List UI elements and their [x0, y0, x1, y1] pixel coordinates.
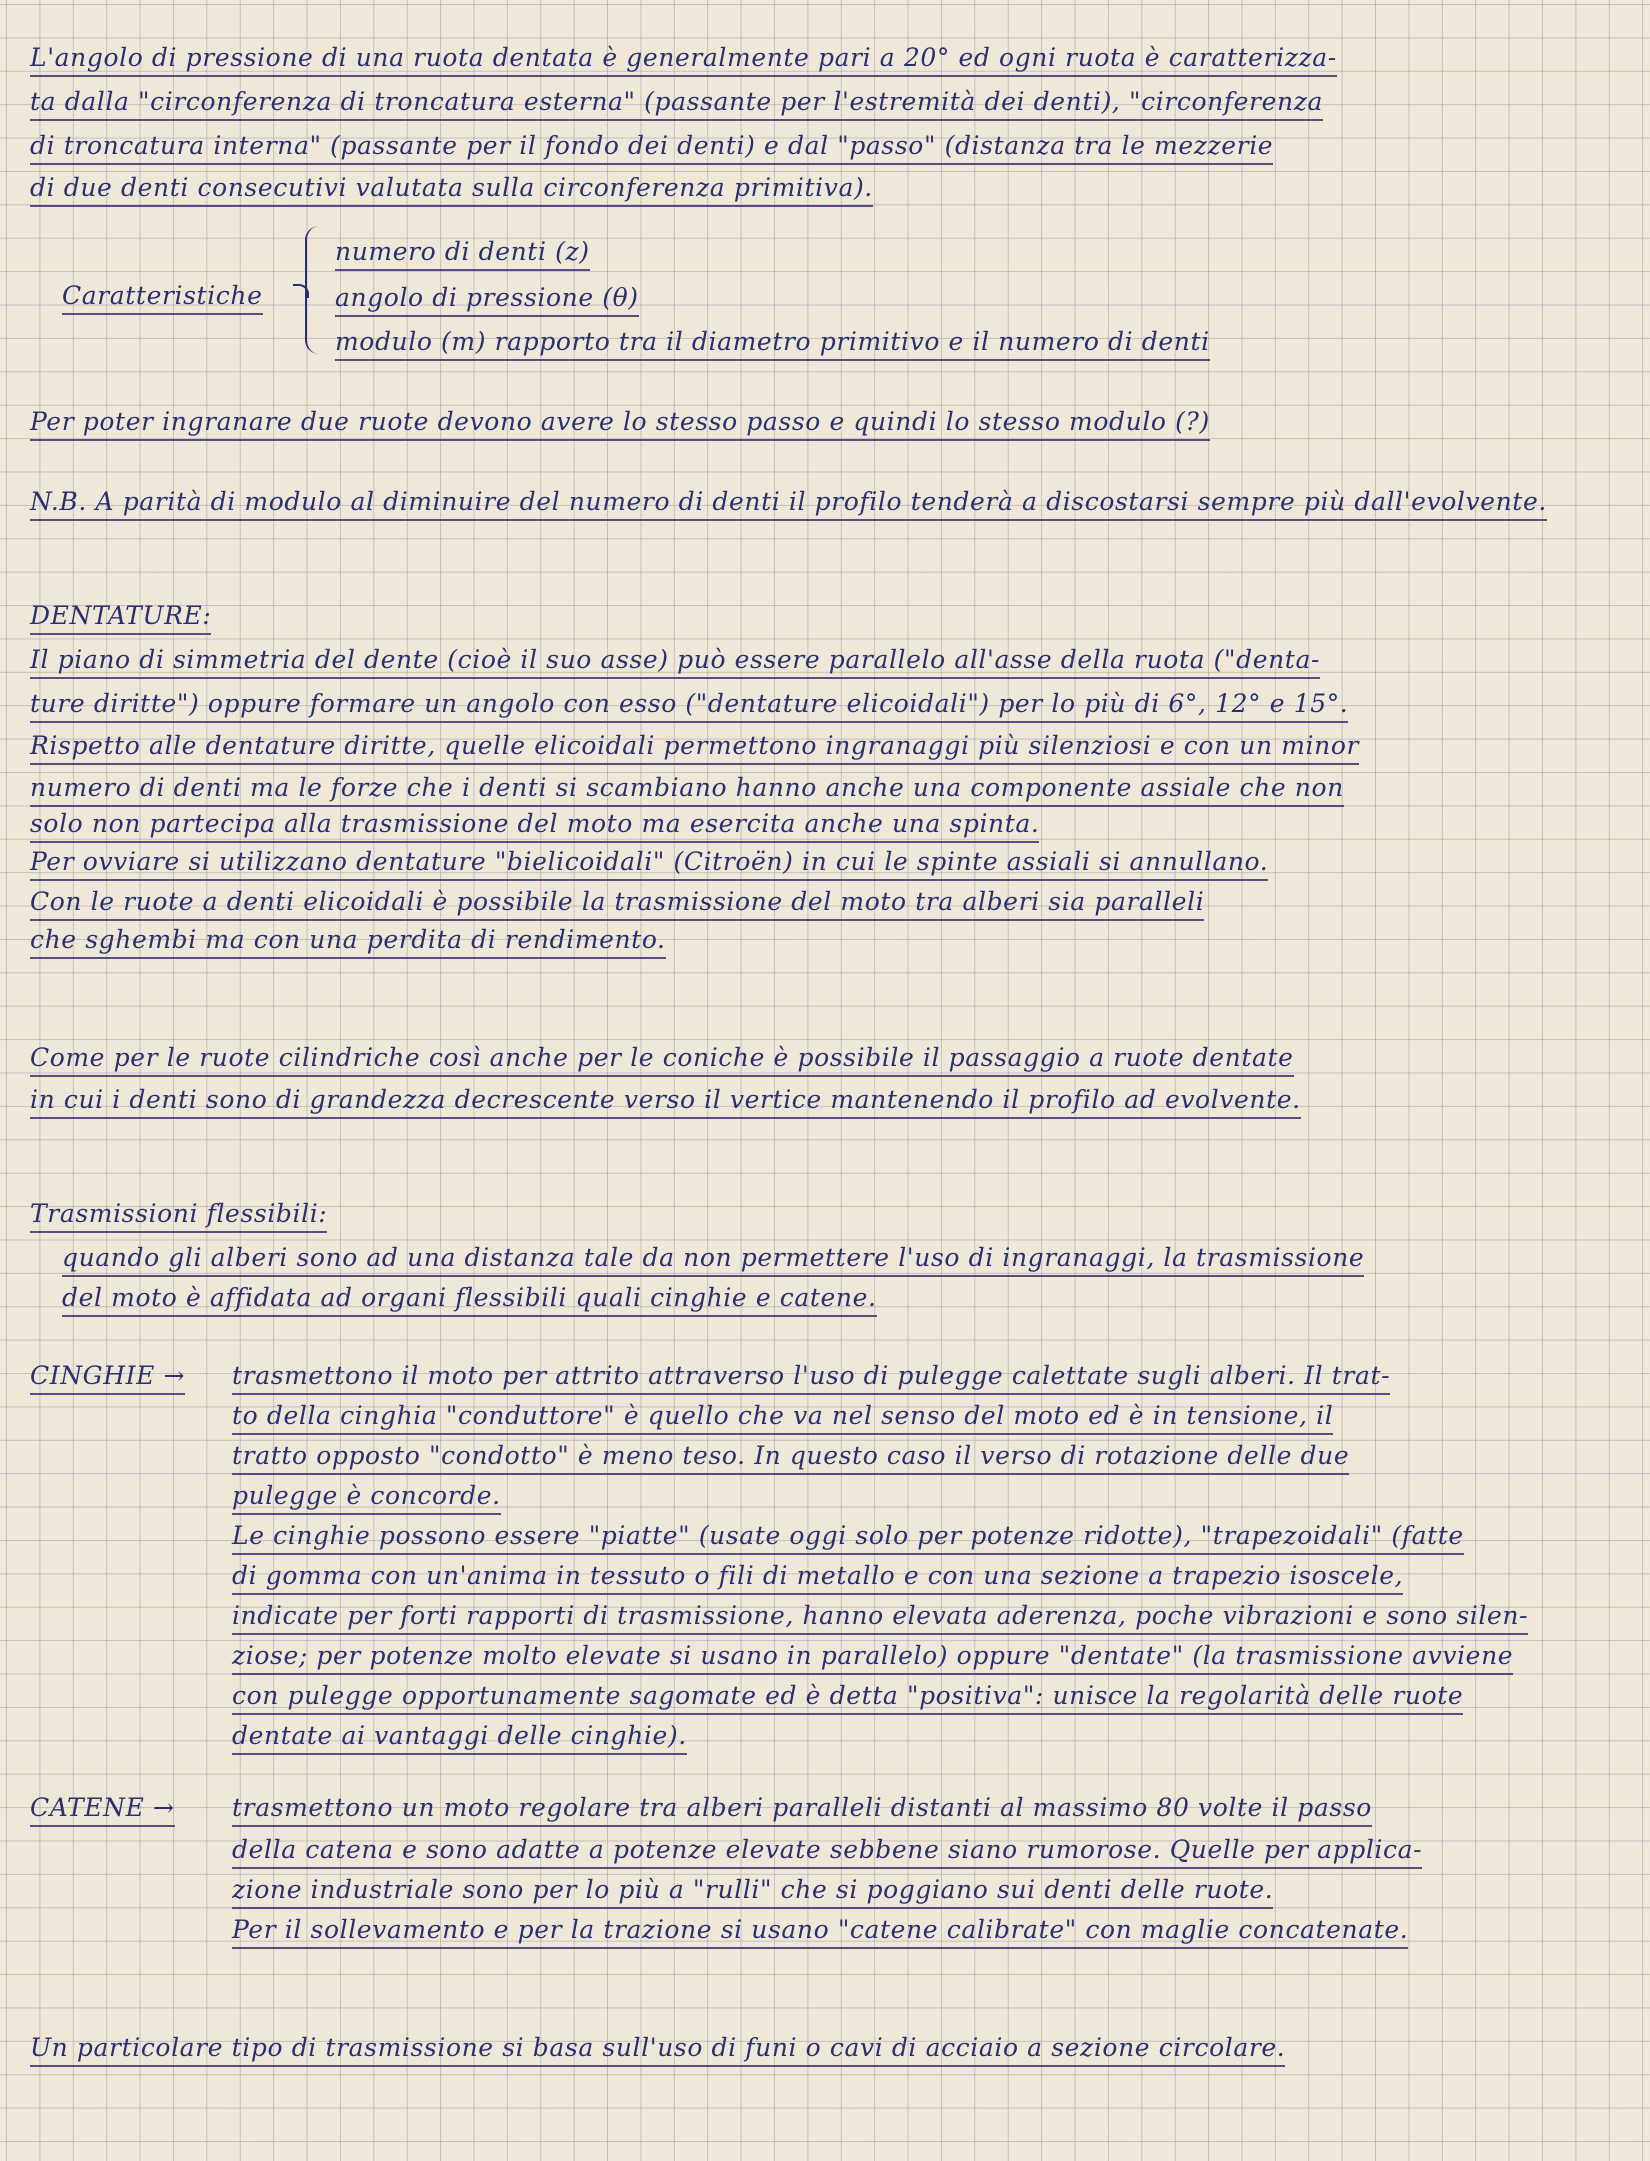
characteristics-label: Caratteristiche — [62, 280, 263, 315]
note-line: della catena e sono adatte a potenze elevate sebbene siano rumorose. Quelle per applica- — [232, 1834, 1422, 1869]
note-line: Per poter ingranare due ruote devono avere lo stesso passo e quindi lo stesso modulo (?) — [30, 406, 1210, 441]
characteristic-item: modulo (m) rapporto tra il diametro primitivo e il numero di denti — [335, 326, 1210, 361]
note-line: di due denti consecutivi valutata sulla circonferenza primitiva). — [30, 172, 873, 207]
note-line: Rispetto alle dentature diritte, quelle elicoidali permettono ingranaggi più silenziosi e con un minor — [30, 730, 1359, 765]
note-line: Con le ruote a denti elicoidali è possibile la trasmissione del moto tra alberi sia paralleli — [30, 886, 1204, 921]
cinghie-label: CINGHIE → — [30, 1360, 185, 1395]
note-line: to della cinghia "conduttore" è quello che va nel senso del moto ed è in tensione, il — [232, 1400, 1333, 1435]
note-line: Un particolare tipo di trasmissione si basa sull'uso di funi o cavi di acciaio a sezione circolare. — [30, 2032, 1285, 2067]
characteristic-item: angolo di pressione (θ) — [335, 282, 639, 317]
note-line: indicate per forti rapporti di trasmissione, hanno elevata aderenza, poche vibrazioni e sono silen- — [232, 1600, 1528, 1635]
note-line: numero di denti ma le forze che i denti si scambiano hanno anche una componente assiale che non — [30, 772, 1344, 807]
note-line: quando gli alberi sono ad una distanza tale da non permettere l'uso di ingranaggi, la trasmissione — [62, 1242, 1364, 1277]
note-line: Per ovviare si utilizzano dentature "bielicoidali" (Citroën) in cui le spinte assiali si annullano. — [30, 846, 1268, 881]
section-heading-dentature: DENTATURE: — [30, 600, 211, 635]
note-line: ta dalla "circonferenza di troncatura esterna" (passante per l'estremità dei denti), "circonferenza — [30, 86, 1323, 121]
note-line: Il piano di simmetria del dente (cioè il suo asse) può essere parallelo all'asse della ruota ("denta- — [30, 644, 1320, 679]
note-line: di troncatura interna" (passante per il fondo dei denti) e dal "passo" (distanza tra le mezzerie — [30, 130, 1273, 165]
catene-label: CATENE → — [30, 1792, 175, 1827]
section-heading-flexible: Trasmissioni flessibili: — [30, 1198, 327, 1233]
note-line: Le cinghie possono essere "piatte" (usate oggi solo per potenze ridotte), "trapezoidali" (fatte — [232, 1520, 1464, 1555]
note-line: che sghembi ma con una perdita di rendimento. — [30, 924, 666, 959]
note-line: in cui i denti sono di grandezza decrescente verso il vertice mantenendo il profilo ad evolvente. — [30, 1084, 1301, 1119]
note-line: Per il sollevamento e per la trazione si usano "catene calibrate" con maglie concatenate. — [232, 1914, 1408, 1949]
note-line: dentate ai vantaggi delle cinghie). — [232, 1720, 687, 1755]
note-line: di gomma con un'anima in tessuto o fili di metallo e con una sezione a trapezio isoscele, — [232, 1560, 1403, 1595]
note-line: trasmettono il moto per attrito attraverso l'uso di pulegge calettate sugli alberi. Il trat- — [232, 1360, 1390, 1395]
note-line: del moto è affidata ad organi flessibili quali cinghie e catene. — [62, 1282, 877, 1317]
note-line: tratto opposto "condotto" è meno teso. In questo caso il verso di rotazione delle due — [232, 1440, 1349, 1475]
note-line: Come per le ruote cilindriche così anche per le coniche è possibile il passaggio a ruote dentate — [30, 1042, 1294, 1077]
note-line: solo non partecipa alla trasmissione del moto ma esercita anche una spinta. — [30, 808, 1039, 843]
note-line: pulegge è concorde. — [232, 1480, 501, 1515]
characteristic-item: numero di denti (z) — [335, 236, 590, 271]
note-line: con pulegge opportunamente sagomate ed è detta "positiva": unisce la regolarità delle ruote — [232, 1680, 1463, 1715]
note-line: ziose; per potenze molto elevate si usano in parallelo) oppure "dentate" (la trasmissione avviene — [232, 1640, 1513, 1675]
nb-note: N.B. A parità di modulo al diminuire del numero di denti il profilo tenderà a discostarsi sempre più dall'evolvente. — [30, 486, 1547, 521]
note-line: trasmettono un moto regolare tra alberi paralleli distanti al massimo 80 volte il passo — [232, 1792, 1372, 1827]
note-line: ture diritte") oppure formare un angolo con esso ("dentature elicoidali") per lo più di 6°, 12° e 15°. — [30, 688, 1348, 723]
note-line: L'angolo di pressione di una ruota dentata è generalmente pari a 20° ed ogni ruota è caratterizza- — [30, 42, 1337, 77]
note-line: zione industriale sono per lo più a "rulli" che si poggiano sui denti delle ruote. — [232, 1874, 1273, 1909]
